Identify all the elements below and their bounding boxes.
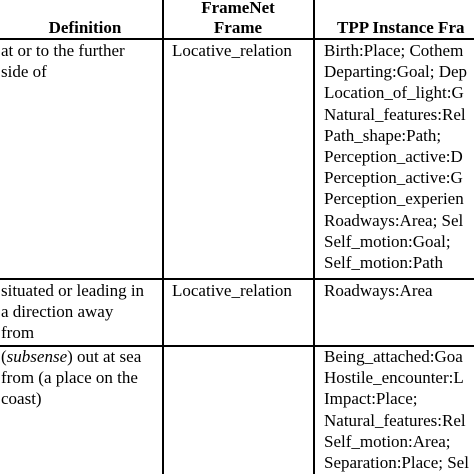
header-tpp-instance-frame: TPP Instance Fra [337, 18, 465, 37]
row3-definition-line: coast) [1, 389, 42, 409]
row1-definition-line: at or to the further [1, 41, 125, 60]
table-rule-col2-right [313, 0, 315, 474]
tpp-instance: Path_shape:Path; [324, 125, 442, 145]
definition-text: ) out at sea [67, 347, 142, 366]
row1-tpp-instances [324, 40, 467, 273]
row3-tpp-instances [324, 346, 469, 473]
row2-definition-line: situated or leading in [1, 281, 145, 300]
row1-definition [1, 40, 125, 82]
tpp-instance: Perception_experien [324, 189, 464, 209]
subsense-label: subsense [6, 347, 68, 366]
tpp-instance: Perception_active:G [324, 168, 463, 188]
row3-definition [1, 346, 141, 410]
tpp-instance: Roadways:Area [324, 281, 433, 300]
tpp-instance: Natural_features:Rel [324, 104, 466, 124]
row2-definition-line: a direction away [1, 302, 114, 322]
row2-definition-line: from [1, 323, 35, 343]
tpp-instance: Being_attached:Goa [324, 347, 463, 366]
tpp-instance: Self_motion:Goal; [324, 231, 451, 251]
tpp-instance: Natural_features:Rel [324, 410, 466, 430]
tpp-instance: Self_motion:Area; [324, 431, 451, 451]
tpp-instance: Location_of_light:G [324, 83, 464, 103]
tpp-instance: Roadways:Area; Sel [324, 210, 464, 230]
row3-definition-line [1, 346, 141, 367]
tpp-instance: Separation:Place; Sel [324, 452, 469, 472]
paren-open: ( [1, 347, 7, 366]
table-rule-col1-right [162, 0, 164, 474]
tpp-instance: Birth:Place; Cothem [324, 41, 464, 60]
header-framenet-line1: FrameNet [201, 0, 275, 17]
row3-definition-line: from (a place on the [1, 368, 138, 388]
header-framenet-line2: Frame [213, 18, 263, 37]
row2-definition [1, 280, 144, 344]
tpp-instance: Self_motion:Path [324, 252, 443, 272]
tpp-instance: Departing:Goal; Dep [324, 62, 468, 82]
row1-frame: Locative_relation [172, 41, 292, 60]
tpp-instance: Hostile_encounter:L [324, 368, 464, 388]
tpp-instance: Perception_active:D [324, 146, 463, 166]
row2-frame: Locative_relation [172, 281, 292, 300]
row2-tpp-instances [324, 280, 433, 301]
tpp-instance: Impact:Place; [324, 389, 418, 409]
header-definition: Definition [48, 18, 122, 37]
row1-definition-line: side of [1, 62, 47, 82]
